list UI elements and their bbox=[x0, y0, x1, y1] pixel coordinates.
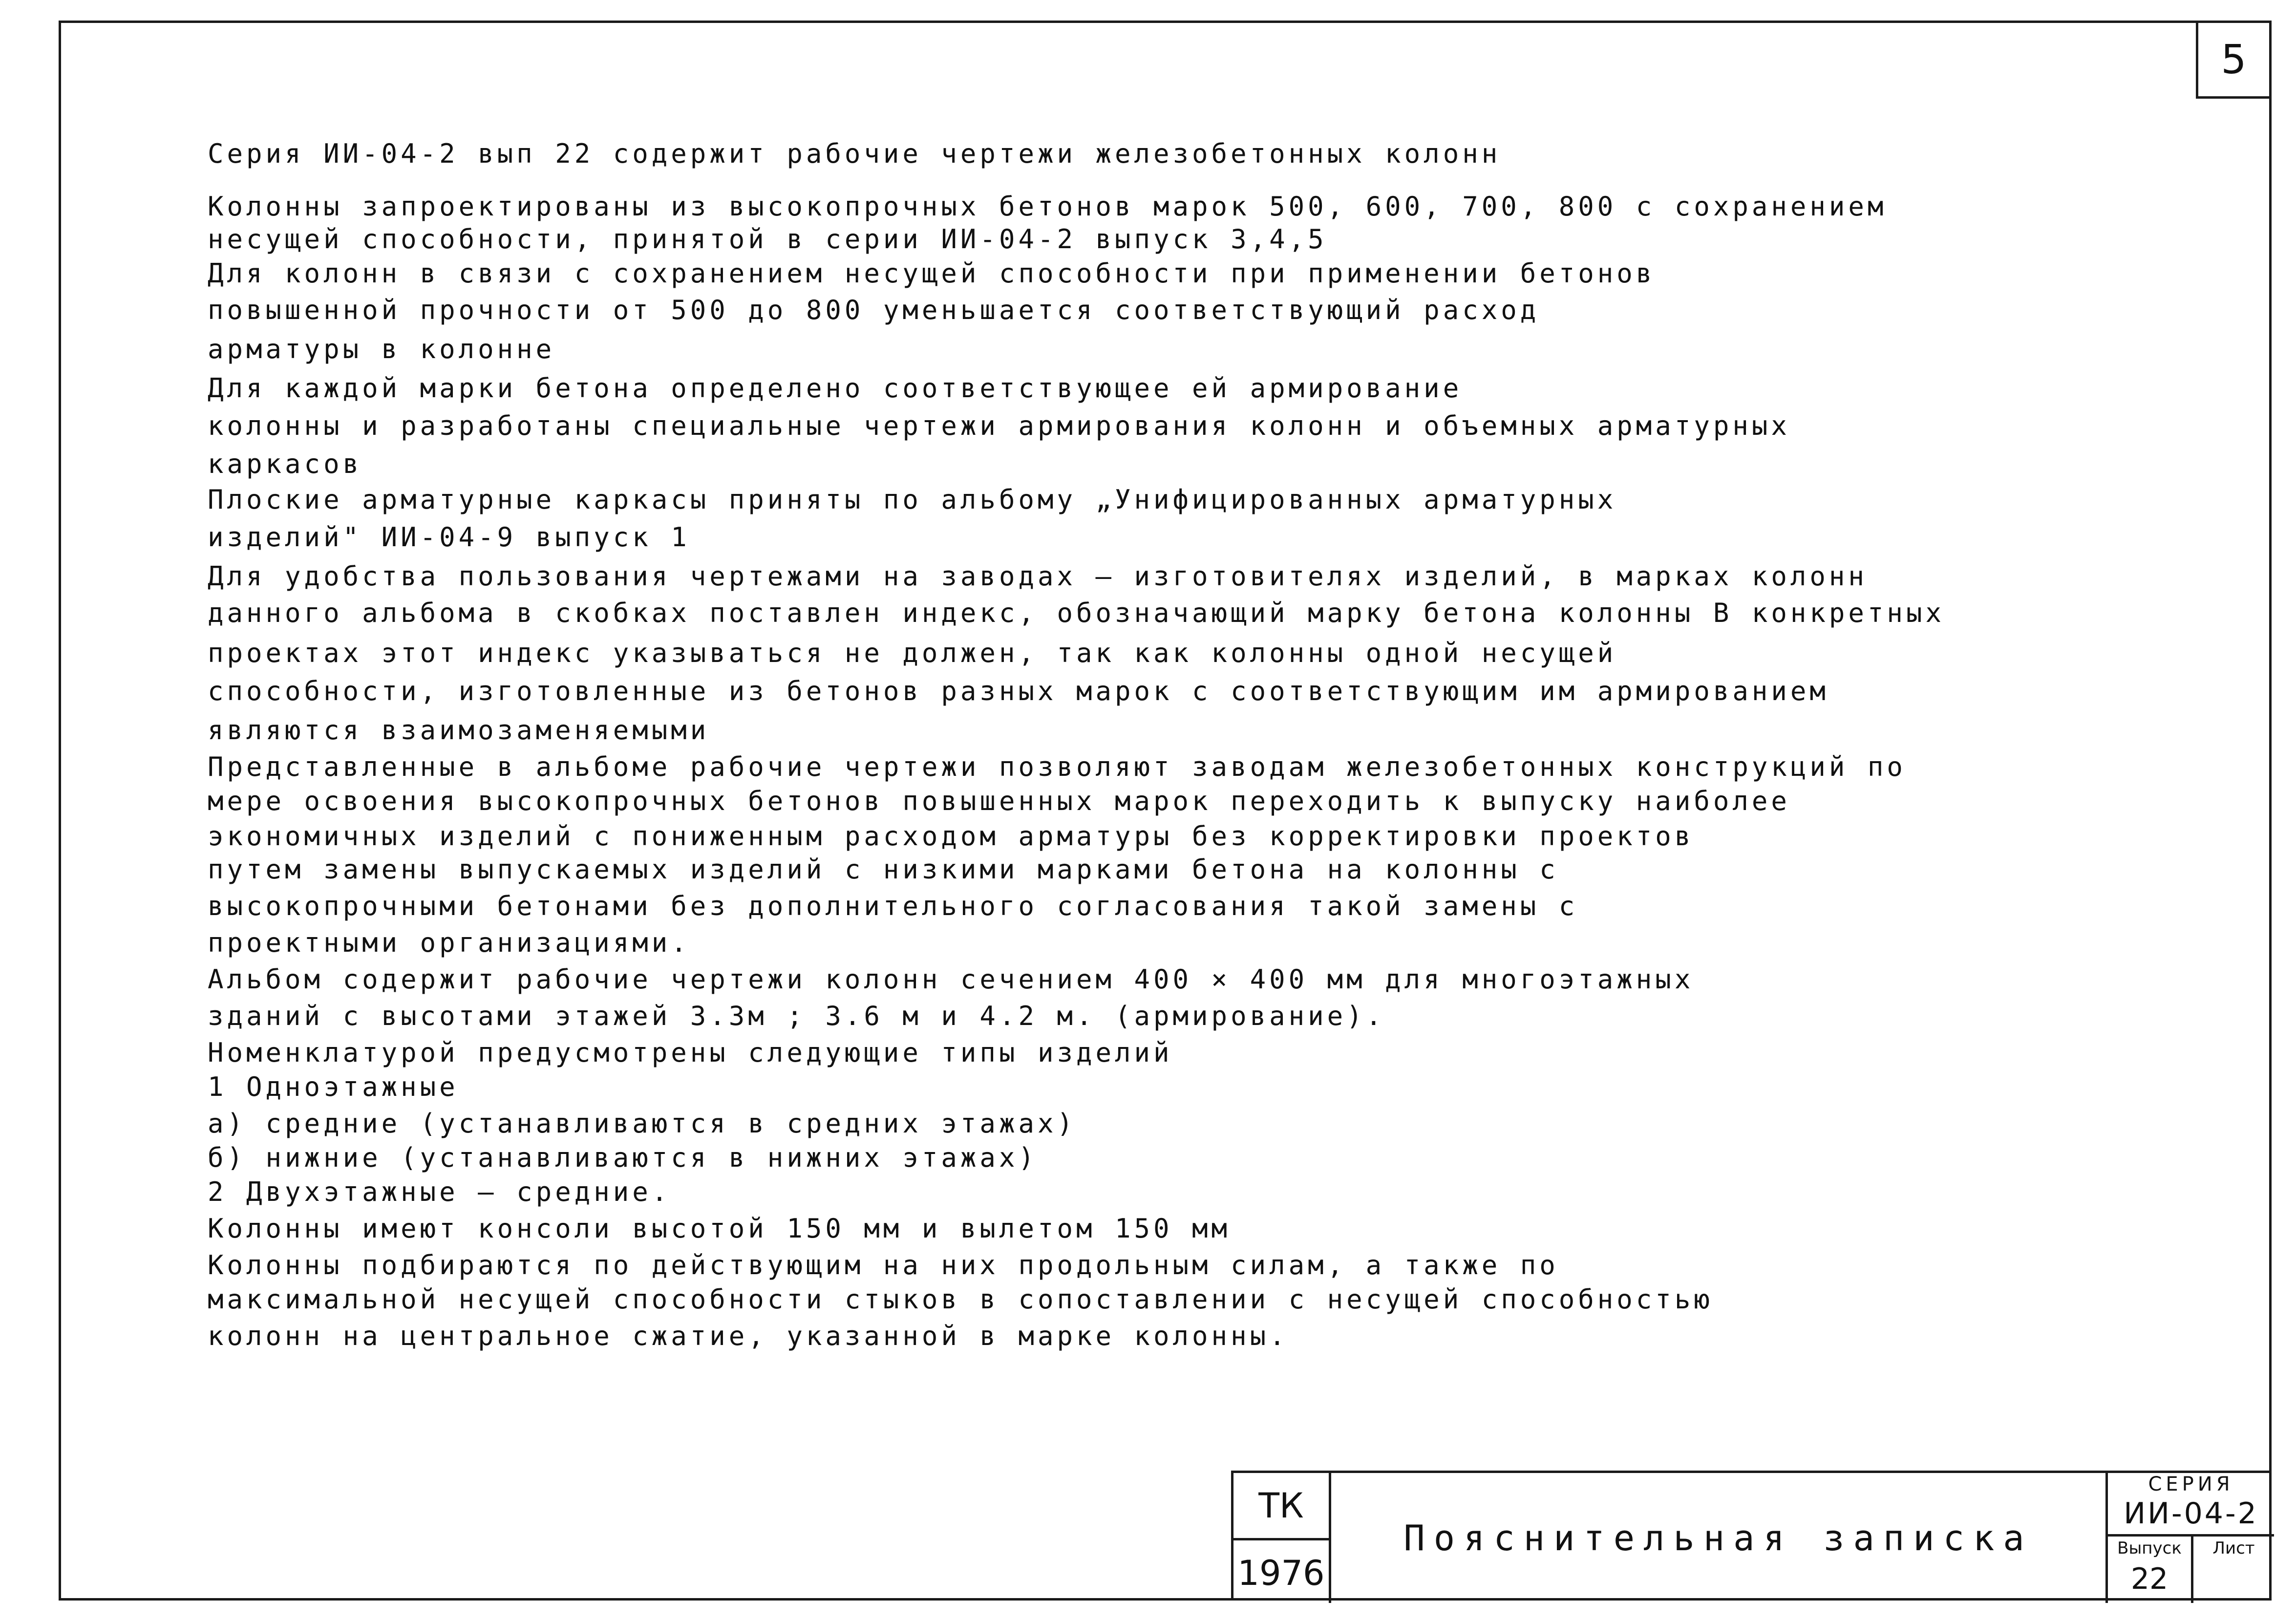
text-line: зданий с высотами этажей 3.3м ; 3.6 м и 4.2 м. (армирование). bbox=[208, 1001, 1385, 1031]
text-line: Колонны имеют консоли высотой 150 мм и вылетом 150 мм bbox=[208, 1213, 1231, 1244]
series-box bbox=[2108, 1473, 2274, 1603]
text-line: Колонны запроектированы из высокопрочных бетонов марок 500, 600, 700, 800 с сохранением bbox=[208, 191, 1887, 222]
title-block bbox=[1231, 1471, 2272, 1601]
text-line: Серия ИИ-04-2 вып 22 содержит рабочие чертежи железобетонных колонн bbox=[208, 138, 1501, 169]
issue-label: Выпуск bbox=[2117, 1538, 2182, 1558]
text-line: Для каждой марки бетона определено соответствующее ей армирование bbox=[208, 373, 1463, 404]
text-line: изделий" ИИ-04-9 выпуск 1 bbox=[208, 522, 690, 553]
page-number: 5 bbox=[2196, 21, 2272, 99]
text-line: путем замены выпускаемых изделий с низкими марками бетона на колонны с bbox=[208, 854, 1559, 885]
text-line: 1 Одноэтажные bbox=[208, 1071, 459, 1102]
text-line: каркасов bbox=[208, 448, 362, 479]
series-value: ИИ-04-2 bbox=[2124, 1496, 2258, 1531]
title-block-org bbox=[1233, 1473, 1331, 1603]
org-code: ТК bbox=[1258, 1485, 1304, 1526]
text-line: экономичных изделий с пониженным расходом арматуры без корректировки проектов bbox=[208, 821, 1694, 852]
issue-cell bbox=[2108, 1537, 2193, 1603]
text-line: колонн на центральное сжатие, указанной в марке колонны. bbox=[208, 1321, 1289, 1351]
text-line: 2 Двухэтажные – средние. bbox=[208, 1176, 671, 1207]
year: 1976 bbox=[1233, 1538, 1329, 1605]
text-line: Номенклатурой предусмотрены следующие типы изделий bbox=[208, 1037, 1173, 1068]
issue-value: 22 bbox=[2130, 1562, 2168, 1596]
text-line: а) средние (устанавливаются в средних этажах) bbox=[208, 1108, 1076, 1139]
text-line: Колонны подбираются по действующим на них продольным силам, а также по bbox=[208, 1250, 1559, 1281]
text-line: высокопрочными бетонами без дополнительного согласования такой замены с bbox=[208, 891, 1578, 921]
text-line: повышенной прочности от 500 до 800 уменьшается соответствующий расход bbox=[208, 295, 1540, 325]
text-line: арматуры в колонне bbox=[208, 334, 555, 364]
text-line: Для колонн в связи с сохранением несущей способности при применении бетонов bbox=[208, 258, 1656, 289]
sheet-cell bbox=[2193, 1537, 2274, 1603]
text-line: мере освоения высокопрочных бетонов повышенных марок переходить к выпуску наиболее bbox=[208, 786, 1790, 816]
text-line: несущей способности, принятой в серии ИИ-04-2 выпуск 3,4,5 bbox=[208, 224, 1327, 255]
text-line: являются взаимозаменяемыми bbox=[208, 715, 710, 746]
text-line: Представленные в альбоме рабочие чертежи позволяют заводам железобетонных конструкций по bbox=[208, 751, 1906, 782]
text-line: колонны и разработаны специальные чертежи армирования колонн и объемных арматурных bbox=[208, 410, 1790, 441]
text-line: проектными организациями. bbox=[208, 927, 690, 958]
text-line: Плоские арматурные каркасы приняты по альбому „Унифицированных арматурных bbox=[208, 484, 1617, 515]
text-line: данного альбома в скобках поставлен индекс, обозначающий марку бетона колонны В конкретных bbox=[208, 598, 1945, 628]
text-line: максимальной несущей способности стыков в сопоставлении с несущей способностью bbox=[208, 1284, 1713, 1315]
issue-sheet-row bbox=[2108, 1534, 2274, 1603]
text-line: Для удобства пользования чертежами на заводах – изготовителях изделий, в марках колонн bbox=[208, 561, 1868, 592]
text-line: проектах этот индекс указываться не должен, так как колонны одной несущей bbox=[208, 638, 1617, 668]
series-label: СЕРИЯ bbox=[2148, 1473, 2234, 1495]
sheet-label: Лист bbox=[2212, 1538, 2255, 1558]
document-title: Пояснительная записка bbox=[1331, 1473, 2108, 1603]
text-line: б) нижние (устанавливаются в нижних этажах) bbox=[208, 1142, 1038, 1173]
text-line: Альбом содержит рабочие чертежи колонн сечением 400 × 400 мм для многоэтажных bbox=[208, 964, 1694, 995]
text-line: способности, изготовленные из бетонов разных марок с соответствующим им армированием bbox=[208, 676, 1829, 706]
